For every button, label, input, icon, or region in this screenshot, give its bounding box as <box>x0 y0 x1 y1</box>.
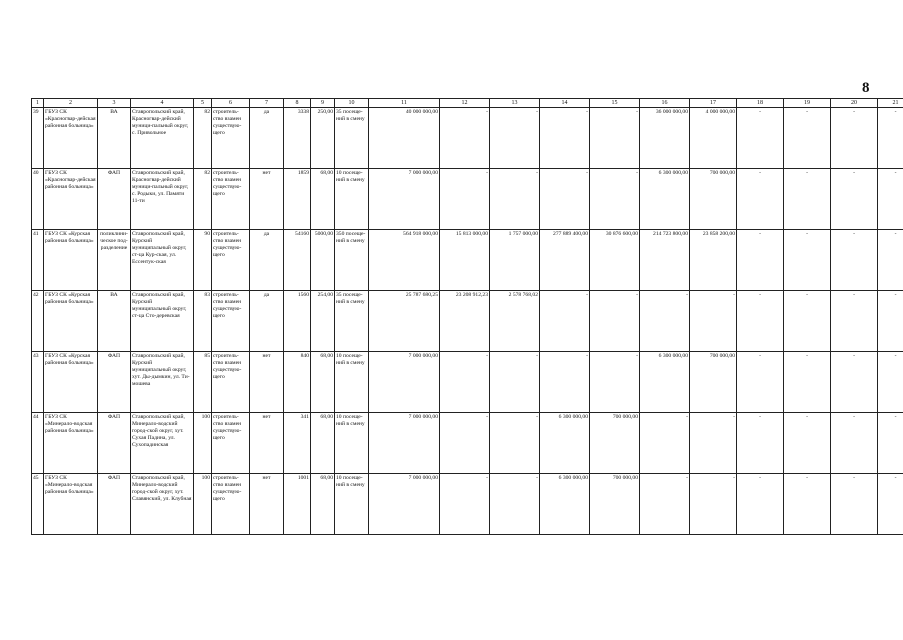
table-cell: Ставропольский край, Красногвар-дейский муници-пальный округ, с. Привольное <box>131 108 194 169</box>
table-cell: - <box>784 413 831 474</box>
table-cell: нет <box>250 352 284 413</box>
table-cell: - <box>540 108 590 169</box>
table-cell: 6 300 000,00 <box>640 169 690 230</box>
data-table <box>31 98 903 535</box>
table-cell: - <box>440 108 490 169</box>
table-cell: 7 000 000,00 <box>369 352 440 413</box>
table-cell: - <box>540 169 590 230</box>
table-cell: - <box>737 108 784 169</box>
table-row <box>32 230 903 291</box>
table-cell: 100 <box>194 413 212 474</box>
table-cell: - <box>690 291 737 352</box>
table-cell: - <box>440 352 490 413</box>
table-cell: 23 858 200,00 <box>690 230 737 291</box>
table-cell: 15 813 000,00 <box>440 230 490 291</box>
table-cell: - <box>737 169 784 230</box>
table-cell: - <box>590 352 640 413</box>
table-cell: 45 <box>32 474 44 535</box>
column-header: 8 <box>284 99 311 108</box>
column-header: 14 <box>540 99 590 108</box>
table-cell: 10 посеще-ний в смену <box>335 352 369 413</box>
table-cell: 5000,00 <box>311 230 335 291</box>
column-header: 12 <box>440 99 490 108</box>
table-cell: 840 <box>284 352 311 413</box>
table-cell: 44 <box>32 413 44 474</box>
table-cell: - <box>878 413 903 474</box>
table-cell: да <box>250 230 284 291</box>
table-cell: 39 <box>32 108 44 169</box>
table-cell: 7 000 000,00 <box>369 413 440 474</box>
table-cell: ФАП <box>98 352 131 413</box>
table-cell: ГБУЗ СК «Красногвар-дейская районная больница» <box>44 108 98 169</box>
table-cell: 42 <box>32 291 44 352</box>
table-cell: - <box>590 291 640 352</box>
table-cell: 700 000,00 <box>590 413 640 474</box>
column-header: 16 <box>640 99 690 108</box>
table-cell: 6 300 000,00 <box>540 474 590 535</box>
table-cell: - <box>831 230 878 291</box>
column-header: 5 <box>194 99 212 108</box>
table-cell: 700 000,00 <box>690 169 737 230</box>
column-header: 13 <box>490 99 540 108</box>
table-cell: 6 300 000,00 <box>640 352 690 413</box>
table-cell: - <box>831 108 878 169</box>
table-cell: 7 000 000,00 <box>369 474 440 535</box>
table-cell: строитель-ство взамен существую-щего <box>212 352 250 413</box>
table-row <box>32 291 903 352</box>
table-cell: Ставропольский край, Курский муниципальный округ, хут. Ды-дымкин, ул. Ти-мошева <box>131 352 194 413</box>
table-cell: строитель-ство взамен существую-щего <box>212 474 250 535</box>
table-cell: Ставропольский край, Минерало-водский город-ской округ, хут. Сухая Падина, ул. Сухопадинская <box>131 413 194 474</box>
table-cell: 35 посеще-ний в смену <box>335 291 369 352</box>
table-cell: - <box>490 169 540 230</box>
table-cell: строитель-ство взамен существую-щего <box>212 291 250 352</box>
column-header: 6 <box>212 99 250 108</box>
table-cell: 30 876 600,00 <box>590 230 640 291</box>
table-cell: 341 <box>284 413 311 474</box>
table-cell: - <box>831 169 878 230</box>
table-cell: нет <box>250 413 284 474</box>
table-cell: да <box>250 108 284 169</box>
table-cell: - <box>784 230 831 291</box>
table-cell: - <box>878 291 903 352</box>
table-cell: строитель-ство взамен существую-щего <box>212 413 250 474</box>
column-header: 17 <box>690 99 737 108</box>
table-cell: - <box>737 474 784 535</box>
table-cell: - <box>540 352 590 413</box>
table-cell: - <box>590 169 640 230</box>
table-cell: - <box>490 474 540 535</box>
table-cell: 1560 <box>284 291 311 352</box>
table-cell: 214 723 800,00 <box>640 230 690 291</box>
table-cell: 100 <box>194 474 212 535</box>
table-cell: 6 300 000,00 <box>540 413 590 474</box>
column-header: 11 <box>369 99 440 108</box>
table-cell: 82 <box>194 169 212 230</box>
table-cell: Ставропольский край, Курский муниципальный округ, ст-ца Кур-ская, ул. Ессентук-ская <box>131 230 194 291</box>
table-cell: 83 <box>194 291 212 352</box>
table-cell: - <box>831 474 878 535</box>
table-cell: - <box>784 108 831 169</box>
table-cell: - <box>640 413 690 474</box>
table-cell: 10 посеще-ний в смену <box>335 474 369 535</box>
table-cell: - <box>737 291 784 352</box>
table-cell: - <box>540 291 590 352</box>
table-cell: 41 <box>32 230 44 291</box>
table-cell: 564 918 000,00 <box>369 230 440 291</box>
table-cell: ВА <box>98 108 131 169</box>
table-cell: 82 <box>194 108 212 169</box>
table-cell: 10 посеще-ний в смену <box>335 413 369 474</box>
table-cell: - <box>831 291 878 352</box>
table-cell: да <box>250 291 284 352</box>
table-cell: 254,00 <box>311 291 335 352</box>
table-cell: 43 <box>32 352 44 413</box>
table-cell: строитель-ство взамен существую-щего <box>212 108 250 169</box>
table-cell: строитель-ство взамен существую-щего <box>212 169 250 230</box>
table-cell: 25 787 680,25 <box>369 291 440 352</box>
page-number: 8 <box>862 80 870 96</box>
table-cell: - <box>784 291 831 352</box>
table-cell: 85 <box>194 352 212 413</box>
table-row <box>32 474 903 535</box>
column-header: 20 <box>831 99 878 108</box>
table-cell: 68,00 <box>311 352 335 413</box>
table-cell: 700 000,00 <box>690 352 737 413</box>
table-row <box>32 108 903 169</box>
table-cell: 23 208 912,23 <box>440 291 490 352</box>
column-header: 10 <box>335 99 369 108</box>
table-cell: - <box>490 352 540 413</box>
column-header: 7 <box>250 99 284 108</box>
table-cell: 90 <box>194 230 212 291</box>
table-cell: 40 000 000,00 <box>369 108 440 169</box>
table-cell: 10 посеще-ний в смену <box>335 169 369 230</box>
table-cell: Ставропольский край, Курский муниципальный округ, ст-ца Сто-деревская <box>131 291 194 352</box>
table-cell: нет <box>250 169 284 230</box>
table-cell: - <box>440 413 490 474</box>
table-cell: - <box>440 169 490 230</box>
table-cell: ГБУЗ СК «Минерало-водская районная больница» <box>44 474 98 535</box>
table-cell: 54160 <box>284 230 311 291</box>
column-header: 15 <box>590 99 640 108</box>
table-cell: Ставропольский край, Красногвар-дейский муници-пальный округ, с. Родыки, ул. Памяти 11-ти <box>131 169 194 230</box>
table-cell: 2 578 768,02 <box>490 291 540 352</box>
column-header: 4 <box>131 99 194 108</box>
table-cell: - <box>737 230 784 291</box>
table-cell: - <box>878 230 903 291</box>
column-header: 3 <box>98 99 131 108</box>
table-cell: - <box>878 352 903 413</box>
table-cell: - <box>737 413 784 474</box>
table-cell: 68,00 <box>311 169 335 230</box>
table-cell: - <box>878 474 903 535</box>
table-cell: 1001 <box>284 474 311 535</box>
table-cell: 3338 <box>284 108 311 169</box>
table-cell: ГБУЗ СК «Курская районная больница» <box>44 230 98 291</box>
table-cell: - <box>878 169 903 230</box>
table-cell: 250,00 <box>311 108 335 169</box>
table-cell: 35 посеще-ний в смену <box>335 108 369 169</box>
header-row <box>32 99 903 108</box>
table-row <box>32 169 903 230</box>
table-cell: строитель-ство взамен существую-щего <box>212 230 250 291</box>
table-cell: - <box>490 413 540 474</box>
table-cell: - <box>784 474 831 535</box>
table-cell: ГБУЗ СК «Красногвар-дейская районная больница» <box>44 169 98 230</box>
table-cell: ФАП <box>98 474 131 535</box>
table-cell: 36 000 000,00 <box>640 108 690 169</box>
table-cell: - <box>490 108 540 169</box>
table-cell: 4 000 000,00 <box>690 108 737 169</box>
table-cell: - <box>737 352 784 413</box>
table-cell: ГБУЗ СК «Курская районная больница» <box>44 291 98 352</box>
table-cell: 7 000 000,00 <box>369 169 440 230</box>
table-cell: ГБУЗ СК «Минерало-водская районная больница» <box>44 413 98 474</box>
table-cell: - <box>690 474 737 535</box>
table-cell: Ставропольский край, Минерало-водский город-ской округ, хут. Славянский, ул. Клубная <box>131 474 194 535</box>
column-header: 19 <box>784 99 831 108</box>
table-cell: - <box>440 474 490 535</box>
table-cell: 40 <box>32 169 44 230</box>
table-cell: ВА <box>98 291 131 352</box>
table-cell: 68,00 <box>311 413 335 474</box>
table-cell: ФАП <box>98 413 131 474</box>
table-cell: 1859 <box>284 169 311 230</box>
table-cell: - <box>590 108 640 169</box>
table-cell: - <box>784 352 831 413</box>
table-cell: ГБУЗ СК «Курская районная больница» <box>44 352 98 413</box>
table-cell: - <box>640 474 690 535</box>
table-cell: 700 000,00 <box>590 474 640 535</box>
column-header: 1 <box>32 99 44 108</box>
column-header: 2 <box>44 99 98 108</box>
table-cell: 277 889 400,00 <box>540 230 590 291</box>
table-cell: - <box>690 413 737 474</box>
table-cell: - <box>831 413 878 474</box>
table-row <box>32 352 903 413</box>
column-header: 21 <box>878 99 903 108</box>
table-cell: - <box>878 108 903 169</box>
table-cell: ФАП <box>98 169 131 230</box>
table-cell: нет <box>250 474 284 535</box>
table-cell: 68,00 <box>311 474 335 535</box>
table-cell: - <box>640 291 690 352</box>
table-cell: - <box>784 169 831 230</box>
table-cell: поликлини-ческое под-разделение <box>98 230 131 291</box>
column-header: 18 <box>737 99 784 108</box>
table-row <box>32 413 903 474</box>
column-header: 9 <box>311 99 335 108</box>
table-cell: 350 посеще-ний в смену <box>335 230 369 291</box>
table-cell: - <box>831 352 878 413</box>
table-cell: 1 757 000,00 <box>490 230 540 291</box>
